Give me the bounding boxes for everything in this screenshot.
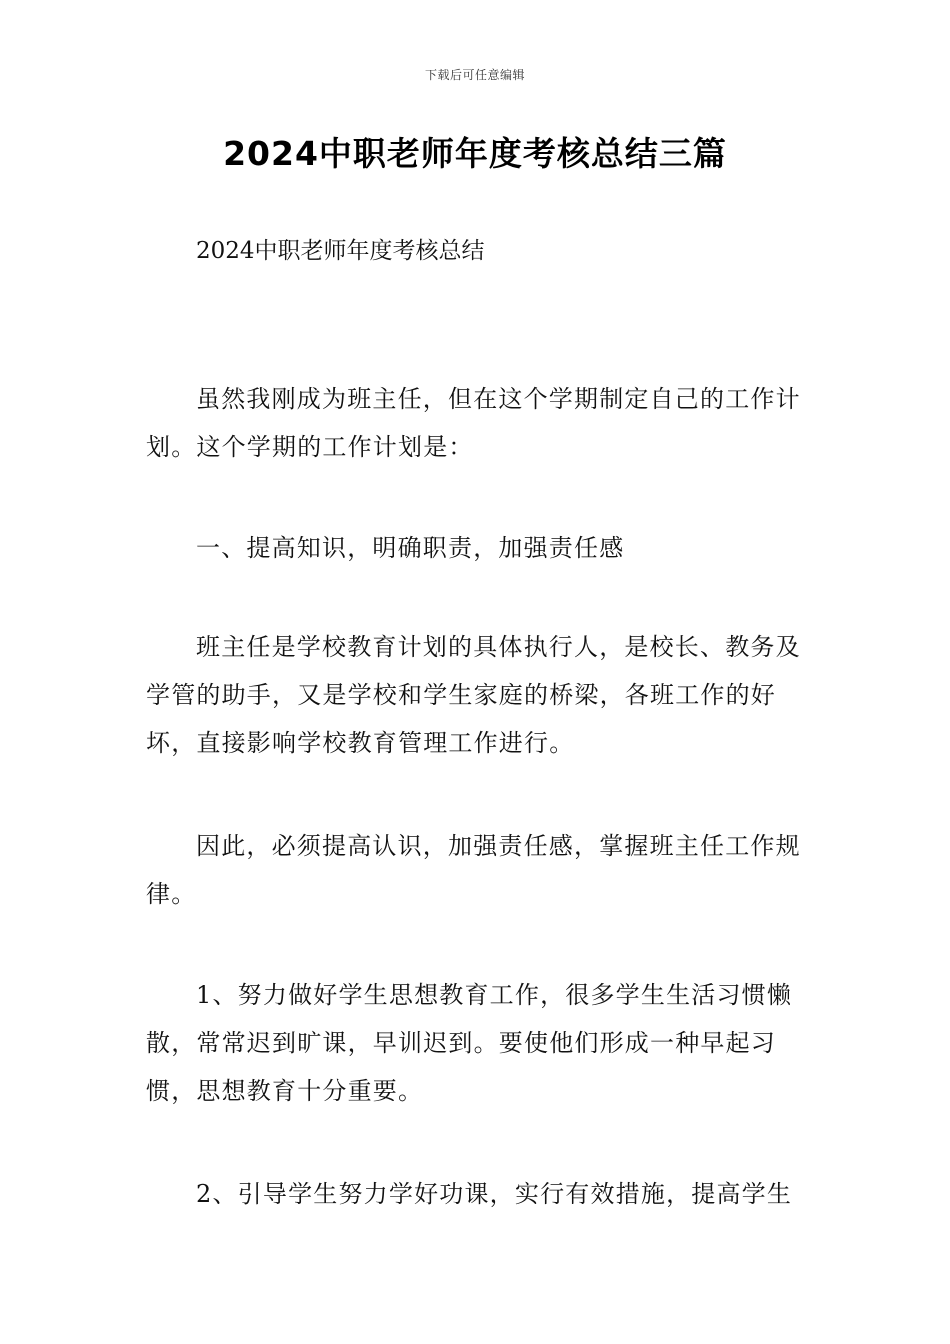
paragraph: 因此，必须提高认识，加强责任感，掌握班主任工作规律。 — [146, 832, 801, 908]
paragraph: 虽然我刚成为班主任，但在这个学期制定自己的工作计划。这个学期的工作计划是： — [146, 385, 801, 461]
document-title: 2024中职老师年度考核总结三篇 — [223, 134, 727, 173]
paragraph: 班主任是学校教育计划的具体执行人，是校长、教务及学管的助手，又是学校和学生家庭的桥梁，各班工作的好坏，直接影响学校教育管理工作进行。 — [146, 633, 801, 757]
paragraph: 2、引导学生努力学好功课，实行有效措施，提高学生 — [196, 1180, 793, 1208]
section-heading: 一、提高知识，明确职责，加强责任感 — [196, 534, 625, 562]
paragraph: 1、努力做好学生思想教育工作，很多学生生活习惯懒散，常常迟到旷课，早训迟到。要使他们形成一种早起习惯，思想教育十分重要。 — [146, 981, 793, 1105]
header-note: 下载后可任意编辑 — [424, 68, 525, 82]
document-subtitle: 2024中职老师年度考核总结 — [196, 238, 485, 264]
